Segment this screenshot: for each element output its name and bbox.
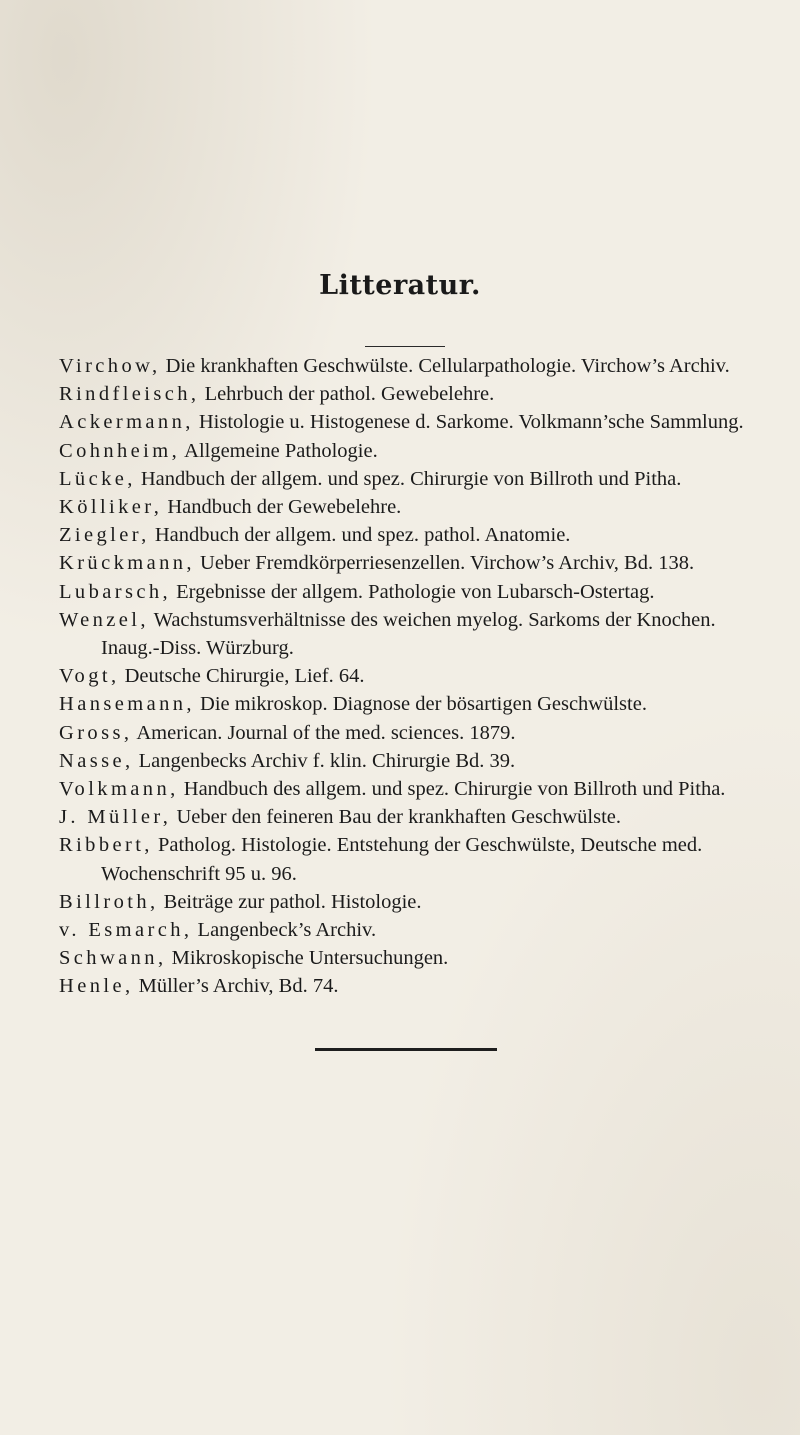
entry-text: Handbuch der Gewebelehre. [162, 496, 402, 519]
entry-author: Ackermann, [59, 411, 194, 434]
page-title: Litteratur. [319, 270, 481, 301]
entry-author: Lücke, [59, 467, 136, 490]
entry-text: Die mikroskop. Diagnose der bösartigen Geschwülste. [194, 693, 647, 716]
entry-text: Patholog. Histologie. Entstehung der Geschwülste, Deutsche med. Wochenschrift 95 u. 96. [101, 834, 703, 885]
bibliography-entry [59, 662, 749, 690]
bibliography-entry [59, 380, 749, 408]
entry-text: Langenbecks Archiv f. klin. Chirurgie Bd. 39. [133, 749, 516, 772]
entry-text: American. Journal of the med. sciences. 1879. [132, 721, 516, 744]
bibliography-entry [59, 916, 749, 944]
bibliography-entry [59, 549, 749, 577]
entry-text: Deutsche Chirurgie, Lief. 64. [119, 665, 365, 688]
bibliography-entry [59, 465, 749, 493]
bibliography-entry [59, 521, 749, 549]
bibliography-entry [59, 690, 749, 718]
entry-author: Lubarsch, [59, 580, 171, 603]
entry-author: Gross, [59, 721, 133, 744]
bibliography-entry [59, 803, 749, 831]
entry-author: J. Müller, [59, 806, 172, 829]
bibliography-entry [59, 408, 749, 436]
bibliography-entry [59, 747, 749, 775]
entry-author: Ziegler, [59, 524, 150, 547]
entry-author: Ribbert, [59, 834, 153, 857]
bibliography-entry [59, 719, 749, 747]
entry-text: Lehrbuch der pathol. Gewebelehre. [199, 383, 495, 406]
entry-text: Wachstumsverhältnisse des weichen myelog. Sarkoms der Knochen. Inaug.-Diss. Würzburg. [101, 608, 716, 660]
entry-author: Billroth, [59, 890, 159, 913]
bibliography-entry [59, 493, 749, 521]
entry-text: Ueber Fremdkörperriesenzellen. Virchow’s Archiv, Bd. 138. [194, 552, 695, 575]
bibliography-list [59, 352, 749, 1001]
bibliography-entry [59, 352, 749, 380]
entry-text: Handbuch der allgem. und spez. pathol. Anatomie. [149, 524, 571, 547]
entry-author: Kölliker, [59, 496, 163, 519]
entry-text: Langenbeck’s Archiv. [192, 919, 377, 942]
bibliography-entry [59, 578, 749, 606]
entry-text: Mikroskopische Untersuchungen. [166, 947, 449, 970]
bibliography-entry [59, 888, 749, 916]
entry-author: Henle, [59, 975, 134, 998]
entry-author: Volkmann, [59, 778, 179, 801]
bibliography-entry [59, 831, 749, 887]
entry-text: Die krankhaften Geschwülste. Cellularpathologie. Virchow’s Archiv. [160, 355, 730, 377]
entry-text: Handbuch der allgem. und spez. Chirurgie von Billroth und Pitha. [135, 467, 682, 490]
bibliography-entry [59, 944, 749, 972]
entry-text: Ergebnisse der allgem. Pathologie von Lubarsch-Ostertag. [171, 580, 655, 603]
bibliography-entry [59, 606, 749, 662]
entry-text: Beiträge zur pathol. Histologie. [158, 890, 422, 913]
entry-author: Wenzel, [59, 608, 149, 631]
entry-author: Rindfleisch, [59, 383, 200, 406]
end-rule [315, 1048, 497, 1051]
entry-author: Vogt, [59, 665, 120, 688]
title-divider [365, 346, 445, 347]
entry-author: Cohnheim, [59, 439, 181, 462]
entry-author: Hansemann, [59, 693, 195, 716]
entry-author: Nasse, [59, 749, 134, 772]
entry-text: Histologie u. Histogenese d. Sarkome. Volkmann’sche Sammlung. [193, 411, 744, 434]
entry-text: Ueber den feineren Bau der krankhaften Geschwülste. [171, 806, 621, 829]
bibliography-entry [59, 437, 749, 465]
entry-author: Krückmann, [59, 552, 195, 575]
entry-author: Virchow, [59, 355, 161, 377]
entry-author: Schwann, [59, 947, 167, 970]
bibliography-entry [59, 972, 749, 1000]
entry-text: Handbuch des allgem. und spez. Chirurgie von Billroth und Pitha. [178, 778, 726, 801]
bibliography-entry [59, 775, 749, 803]
entry-text: Müller’s Archiv, Bd. 74. [133, 975, 339, 998]
entry-author: v. Esmarch, [59, 919, 193, 942]
entry-text: Allgemeine Pathologie. [180, 439, 378, 462]
